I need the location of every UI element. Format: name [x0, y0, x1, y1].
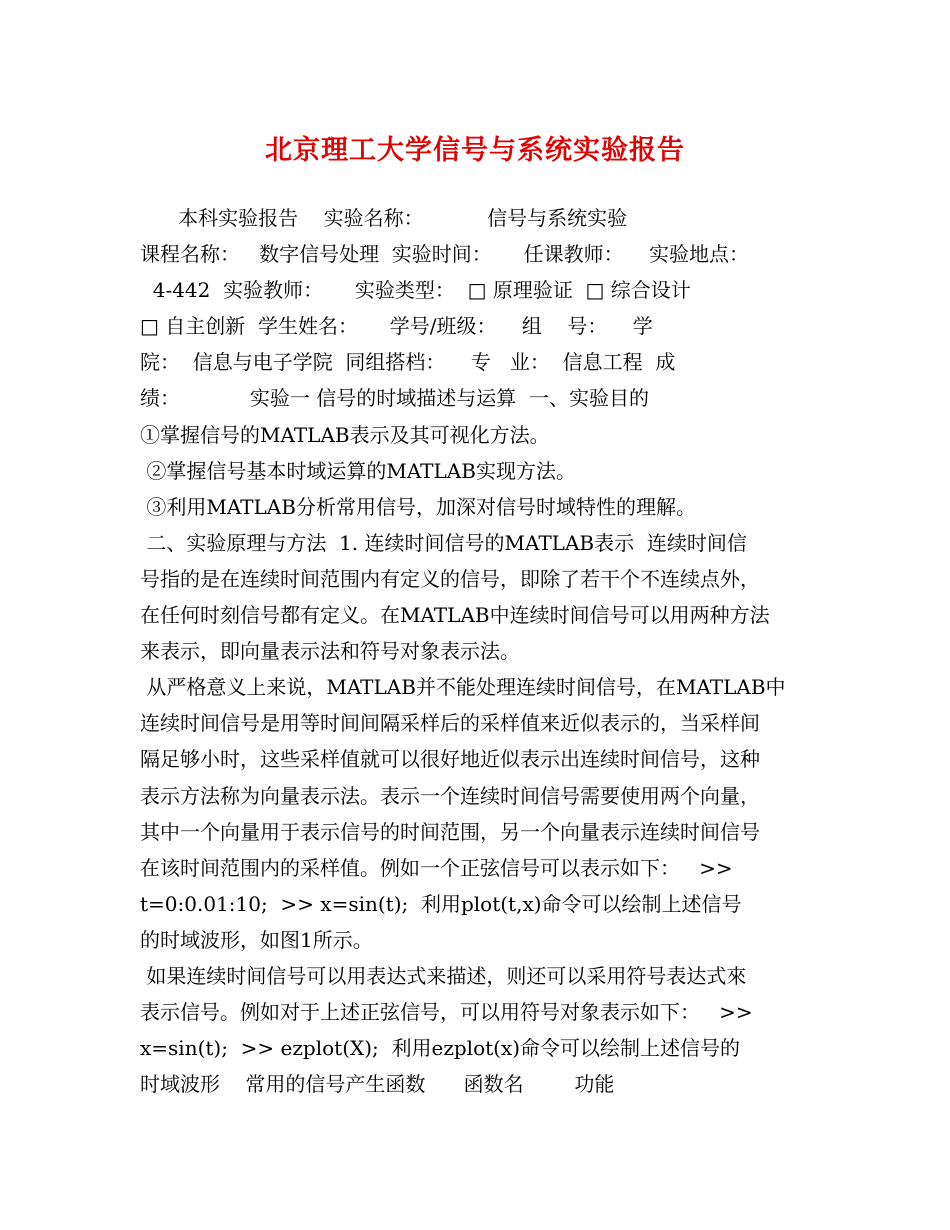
experiment-title-line: 绩： 实验一 信号的时域描述与运算 一、实验目的 [140, 386, 650, 411]
paragraph-line: 其中一个向量用于表示信号的时间范围，另一个向量表示连续时间信号 [140, 819, 760, 844]
paragraph-line: 表示方法称为向量表示法。表示一个连续时间信号需要使用两个向量， [140, 783, 760, 808]
code-line: t=0:0.01:10; >> x=sin(t); 利用plot(t,x)命令可以绘制上述信号 [140, 891, 742, 916]
experiment-type-line: 4-442 实验教师： 实验类型： □ 原理验证 □ 综合设计 [140, 278, 691, 303]
paragraph-line: 隔足够小时，这些采样值就可以很好地近似表示出连续时间信号，这种 [140, 747, 760, 772]
code-line: x=sin(t); >> ezplot(X); 利用ezplot(x)命令可以绘制上述信号的 [140, 1036, 741, 1061]
student-info-line: □ 自主创新 学生姓名： 学号/班级： 组 号： 学 [140, 314, 653, 339]
paragraph-line: 在该时间范围内的采样值。例如一个正弦信号可以表示如下： >> [140, 855, 733, 880]
document-body [140, 200, 812, 1102]
paragraph-line: 二、实验原理与方法 1. 连续时间信号的MATLAB表示 连续时间信 [140, 530, 747, 555]
course-info-line: 课程名称： 数字信号处理 实验时间： 任课教师： 实验地点： [140, 242, 750, 267]
paragraph-line: 来表示，即向量表示法和符号对象表示法。 [140, 639, 520, 664]
paragraph-line: 的时域波形，如图1所示。 [140, 927, 373, 952]
paragraph-line: 表示信号。例如对于上述正弦信号，可以用符号对象表示如下： >> [140, 1000, 753, 1025]
paragraph-line: 从严格意义上来说，MATLAB并不能处理连续时间信号，在MATLAB中 [140, 675, 786, 700]
paragraph-line: 号指的是在连续时间范围内有定义的信号，即除了若干个不连续点外， [140, 566, 760, 591]
report-header-line: 本科实验报告 实验名称： 信号与系统实验 [140, 206, 628, 230]
objective-item: ②掌握信号基本时域运算的MATLAB实现方法。 [140, 458, 576, 483]
objective-item: ③利用MATLAB分析常用信号，加深对信号时域特性的理解。 [140, 494, 696, 519]
table-header-line: 时域波形 常用的信号产生函数 函数名 功能 [140, 1072, 615, 1097]
college-info-line: 院： 信息与电子学院 同组搭档： 专 业： 信息工程 成 [140, 350, 676, 375]
paragraph-line: 连续时间信号是用等时间间隔采样后的采样值来近似表示的，当采样间 [140, 711, 760, 736]
objective-item: ①掌握信号的MATLAB表示及其可视化方法。 [140, 422, 550, 447]
document-title: 北京理工大学信号与系统实验报告 [265, 135, 685, 166]
paragraph-line: 在任何时刻信号都有定义。在MATLAB中连续时间信号可以用两种方法 [140, 603, 770, 628]
paragraph-line: 如果连续时间信号可以用表达式来描述，则还可以采用符号表达式來 [140, 963, 747, 988]
